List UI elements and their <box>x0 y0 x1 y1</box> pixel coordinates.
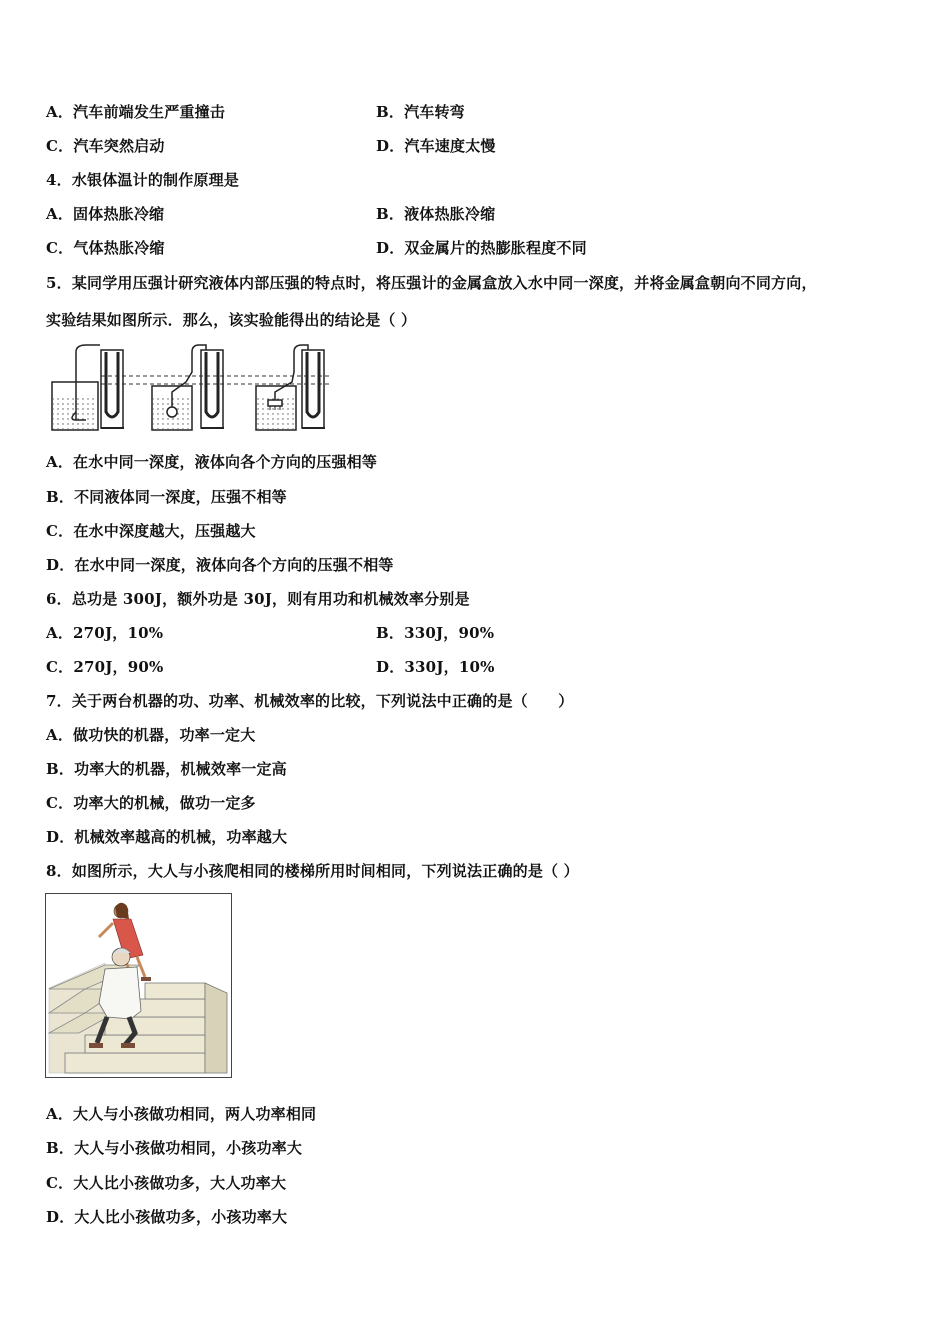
q5-stem-line2: 实验结果如图所示．那么，该实验能得出的结论是（ ） <box>46 311 417 329</box>
q5-option-c: C．在水中深度越大，压强越大 <box>46 522 256 540</box>
setup-3 <box>256 345 325 430</box>
q6-option-a: A．270J，10% <box>46 624 164 642</box>
q4-option-a: A．固体热胀冷缩 <box>46 205 165 223</box>
pressure-gauge-figure <box>46 342 336 434</box>
q4-option-b: B．液体热胀冷缩 <box>376 205 496 223</box>
q3-option-d: D．汽车速度太慢 <box>376 137 496 155</box>
q5-option-d: D．在水中同一深度，液体向各个方向的压强不相等 <box>46 556 394 574</box>
q8-option-a: A．大人与小孩做功相同，两人功率相同 <box>46 1105 317 1123</box>
q8-stem: 8．如图所示，大人与小孩爬相同的楼梯所用时间相同，下列说法正确的是（ ） <box>46 862 579 880</box>
q7-option-c: C．功率大的机械，做功一定多 <box>46 794 256 812</box>
q4-option-c: C．气体热胀冷缩 <box>46 239 165 257</box>
setup-2 <box>152 345 224 430</box>
q5-stem-line1: 5．某同学用压强计研究液体内部压强的特点时，将压强计的金属盒放入水中同一深度，并将金属盒朝向不同方向， <box>46 274 817 292</box>
q6-option-c: C．270J，90% <box>46 658 164 676</box>
q3-option-c: C．汽车突然启动 <box>46 137 165 155</box>
q7-option-b: B．功率大的机器，机械效率一定高 <box>46 760 287 778</box>
q3-option-a: A．汽车前端发生严重撞击 <box>46 103 226 121</box>
q8-option-d: D．大人比小孩做功多，小孩功率大 <box>46 1208 288 1226</box>
q3-option-b: B．汽车转弯 <box>376 103 465 121</box>
q5-option-a: A．在水中同一深度，液体向各个方向的压强相等 <box>46 453 378 471</box>
setup-1 <box>52 345 124 430</box>
q4-option-d: D．双金属片的热膨胀程度不同 <box>376 239 587 257</box>
q6-option-d: D．330J，10% <box>376 658 495 676</box>
q7-stem: 7．关于两台机器的功、功率、机械效率的比较，下列说法中正确的是（ ） <box>46 692 574 710</box>
q5-option-b: B．不同液体同一深度，压强不相等 <box>46 488 287 506</box>
q7-option-a: A．做功快的机器，功率一定大 <box>46 726 256 744</box>
q7-option-d: D．机械效率越高的机械，功率越大 <box>46 828 288 846</box>
q8-option-c: C．大人比小孩做功多，大人功率大 <box>46 1174 287 1192</box>
q4-stem: 4．水银体温计的制作原理是 <box>46 171 240 189</box>
q6-stem: 6．总功是 300J，额外功是 30J，则有用功和机械效率分别是 <box>46 590 470 608</box>
q8-option-b: B．大人与小孩做功相同，小孩功率大 <box>46 1139 303 1157</box>
q6-option-b: B．330J，90% <box>376 624 495 642</box>
staircase-figure <box>45 893 233 1079</box>
